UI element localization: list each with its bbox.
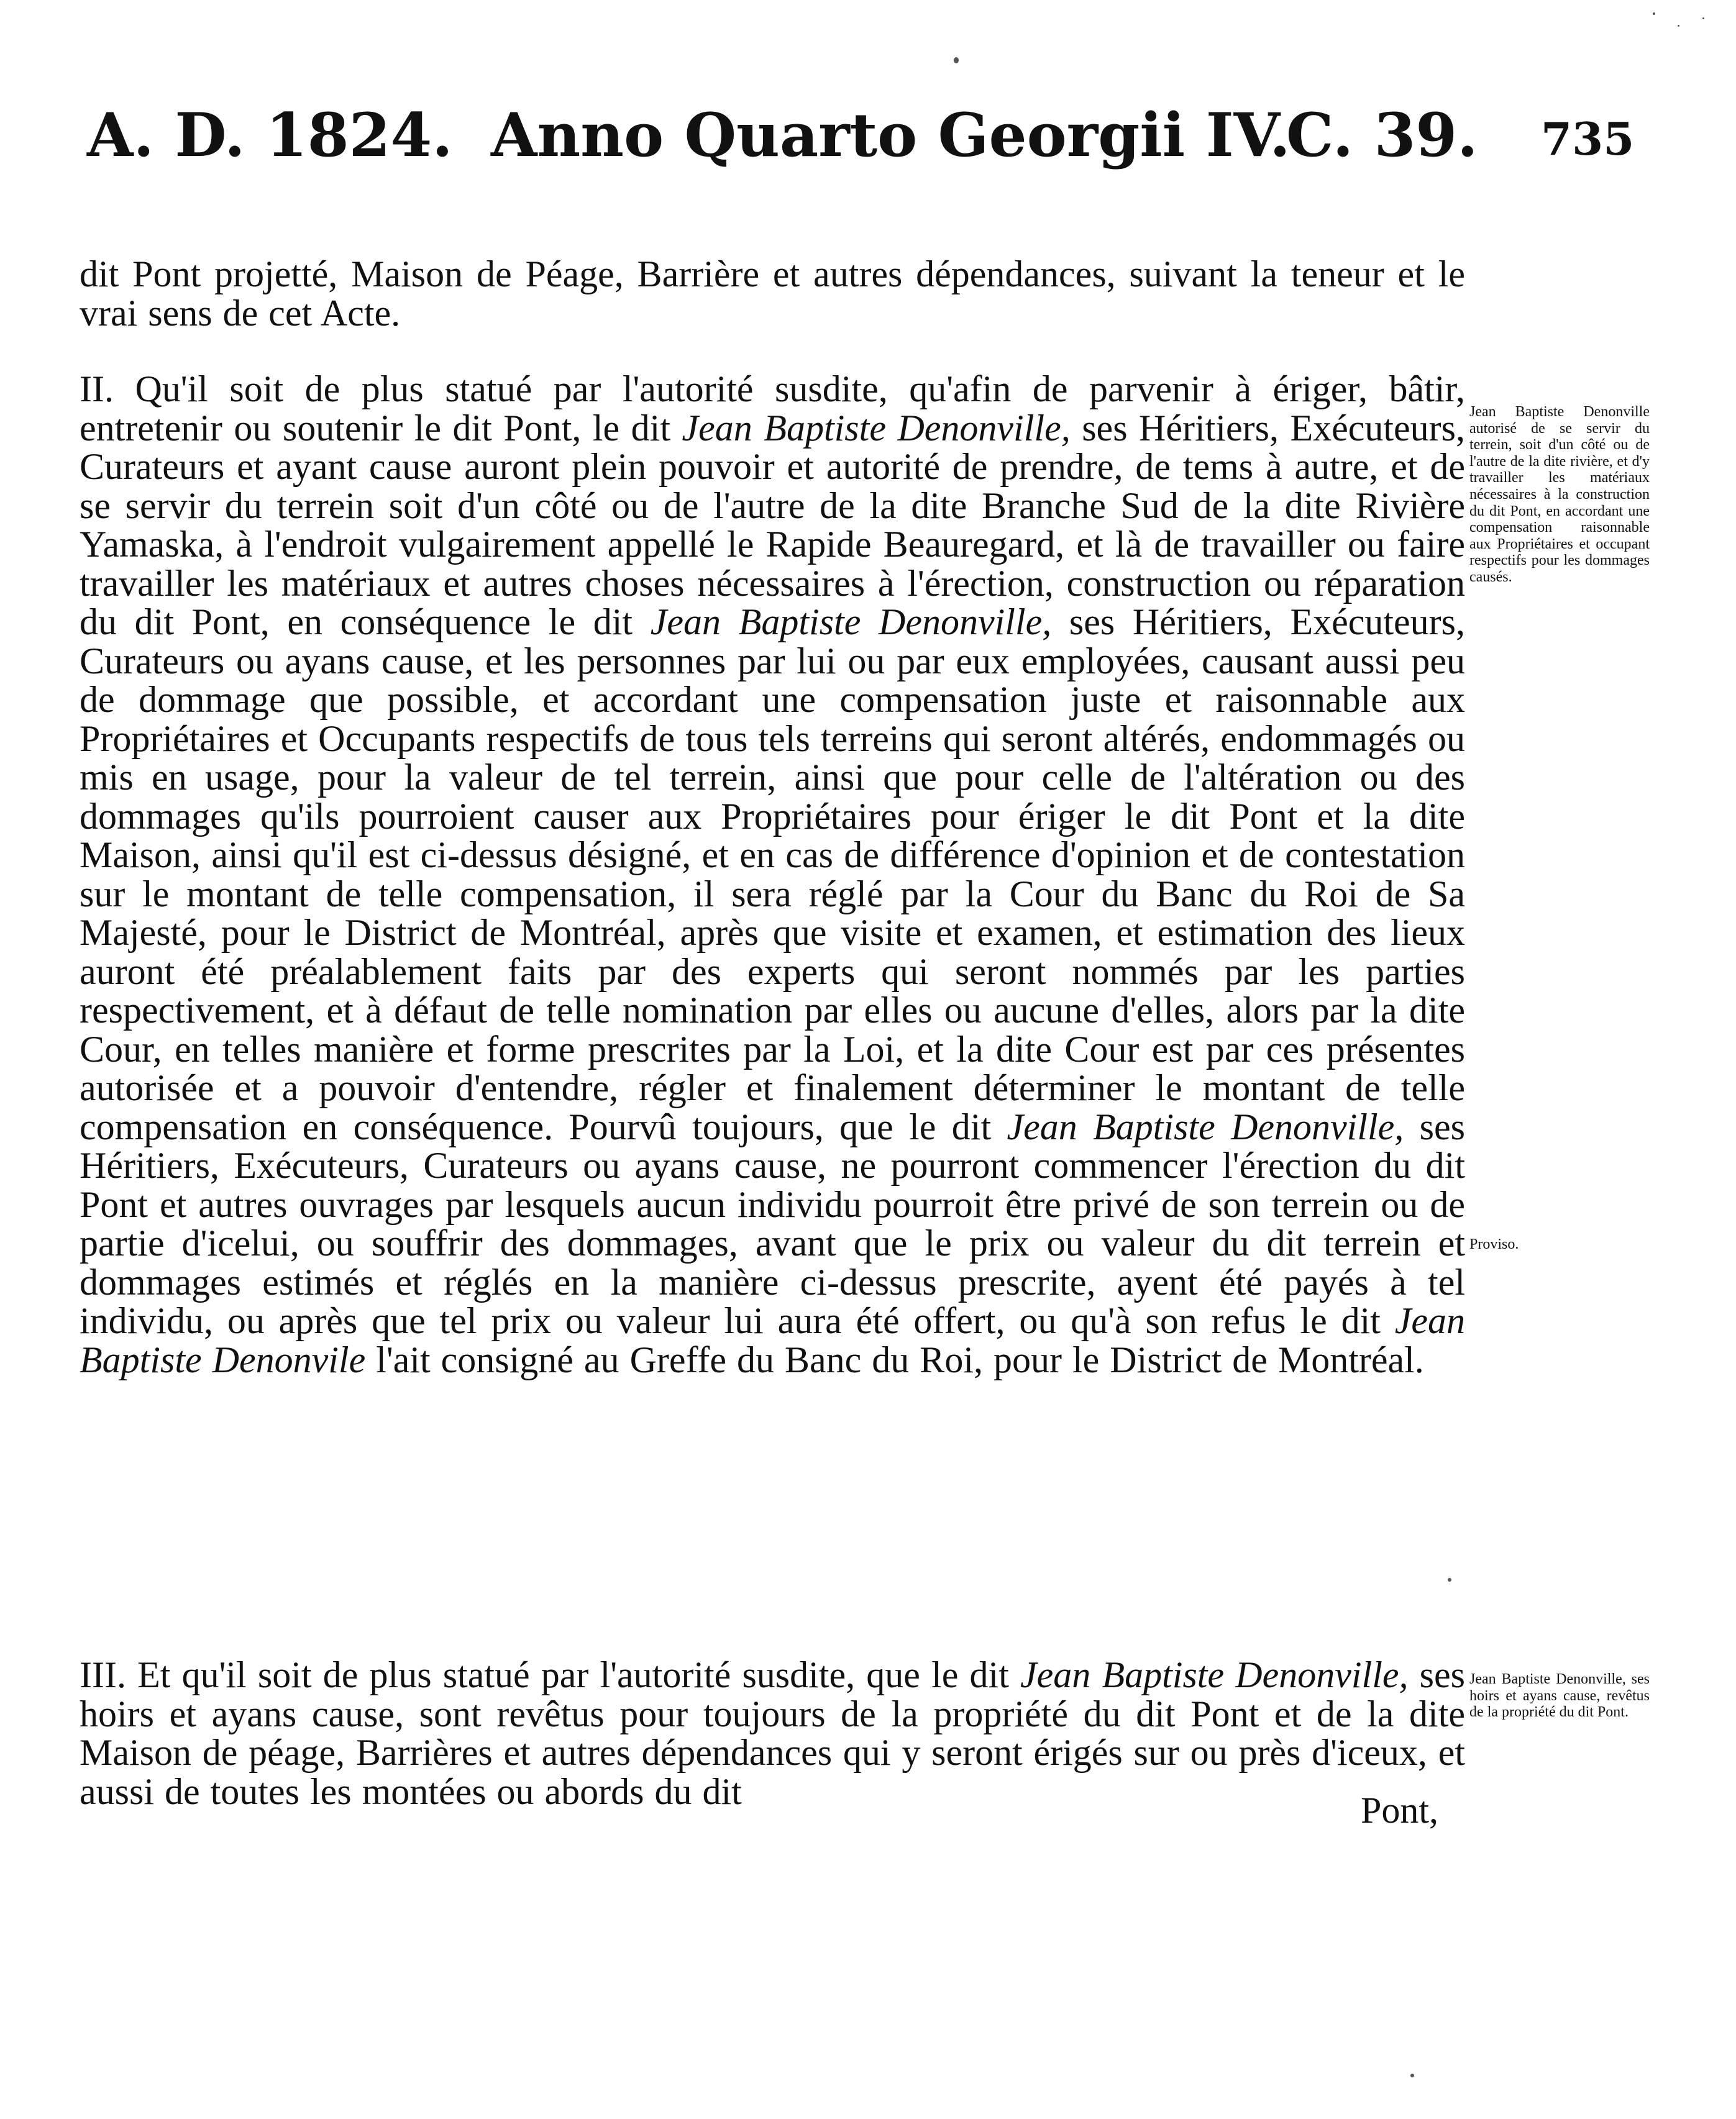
header-title: Anno Quarto Georgii IV. <box>491 100 1291 170</box>
section-2-part1: II. Qu'il soit de plus statué par l'autorité susdite, qu'afin de parvenir à ériger, bâtir, entretenir ou soutenir le dit Pont, le dit <box>80 368 1465 449</box>
section-3-part2: ses hoirs et ayans cause, sont revêtus pour toujours de la propriété du dit Pont et de la dite Maison de péage, Barrières et autres dépendances qui y seront érigés sur ou près d'iceux, et aussi de toutes les montées ou abords du dit <box>80 1654 1465 1812</box>
section-2-part2: ses Héritiers, Exécuteurs, Curateurs et ayant cause auront plein pouvoir et autorité de prendre, de tems à autre, et de se servir du terrein soit d'un côté ou de l'autre de la dite Branche Sud de la dite Rivière Yamaska, à l'endroit vulgairement appellé le Rapide Beauregard, et là de travailler ou faire travailler les matériaux et autres choses nécessaires à l'érection, construction ou réparation du dit Pont, en conséquence le dit <box>80 407 1466 642</box>
person-name: Jean Baptiste Denonville, <box>682 407 1071 449</box>
scan-speck <box>954 57 959 63</box>
person-name: Jean Baptiste Denonville, <box>1020 1654 1409 1695</box>
section-2-text <box>80 370 1465 1379</box>
running-header <box>87 100 1653 193</box>
header-chapter: C. 39. <box>1286 100 1478 170</box>
margin-note-3: Jean Baptiste Denonville, ses hoirs et ayans cause, revêtus de la propriété du dit Pont. <box>1469 1671 1650 1721</box>
person-name: Jean Baptiste Denonvile <box>80 1300 1465 1380</box>
page-number: 735 <box>1541 112 1635 165</box>
scan-speck <box>1702 17 1704 19</box>
section-3-part1: III. Et qu'il soit de plus statué par l'autorité susdite, que le dit <box>80 1654 1021 1695</box>
section-3-text <box>80 1656 1465 1811</box>
person-name: Jean Baptiste Denonville, <box>1007 1106 1404 1147</box>
section-2-part3: ses Héritiers, Exécuteurs, Curateurs ou ayans cause, et les personnes par lui ou par eux employées, causant aussi peu de dommage que possible, et accordant une compensation juste et raisonnable aux Propriétaires et Occupants respectifs de tous tels terreins qui seront altérés, endommagés ou mis en usage, pour la valeur de tel terrein, ainsi que pour celle de l'altération ou des dommages qu'ils pourroient causer aux Propriétaires pour ériger le dit Pont et la dite Maison, ainsi qu'il est ci-dessus désigné, et en cas de différence d'opinion et de contestation sur le montant de telle compensation, il sera réglé par la Cour du Banc du Roi de Sa Majesté, pour le District de Montréal, après que visite et examen, et estimation des lieux auront été préalablement faits par des experts qui seront nommés par les parties respectivement, et à défaut de telle nomination par elles ou aucune d'elles, alors par la dite Cour, en telles manière et forme prescrites par la Loi, et la dite Cour est par ces présentes autorisée et a pouvoir d'entendre, régler et finalement déterminer le montant de telle compensation en conséquence. Pourvû toujours, que le dit <box>80 601 1465 1147</box>
continuation-paragraph <box>80 255 1465 332</box>
section-3 <box>80 1656 1465 1811</box>
catchword: Pont, <box>1361 1790 1439 1831</box>
continuation-text: dit Pont projetté, Maison de Péage, Barrière et autres dépendances, suivant la teneur et le vrai sens de cet Acte. <box>80 253 1465 334</box>
scan-speck <box>1653 12 1655 15</box>
section-2-part5: l'ait consigné au Greffe du Banc du Roi, pour le District de Montréal. <box>365 1339 1424 1380</box>
section-2-part4: ses Héritiers, Exécuteurs, Curateurs ou ayans cause, ne pourront commencer l'érection du dit Pont et autres ouvrages par lesquels aucun individu pourroit être privé de son terrein ou de partie d'icelui, ou souffrir des dommages, avant que le prix ou valeur du dit terrein et dommages estimés et réglés en la manière ci-dessus prescrite, ayent été payés à tel individu, ou après que tel prix ou valeur lui aura été offert, ou qu'à son refus le dit <box>80 1106 1465 1341</box>
margin-note-proviso: Proviso. <box>1469 1236 1519 1252</box>
scan-speck <box>1448 1578 1451 1582</box>
scan-speck <box>1678 25 1679 27</box>
margin-note-1: Jean Baptiste Denonville autorisé de se servir du terrein, soit d'un côté ou de l'autre de la dite rivière, et d'y travailler les matériaux nécessaires à la construction du dit Pont, en accordant une compensation raisonnable aux Propriétaires et occupant respectifs pour les dommages causés. <box>1469 404 1650 585</box>
section-2 <box>80 370 1465 1379</box>
scan-speck <box>1410 2074 1414 2077</box>
person-name: Jean Baptiste Denonville, <box>650 601 1052 642</box>
header-year: A. D. 1824. <box>87 100 453 170</box>
